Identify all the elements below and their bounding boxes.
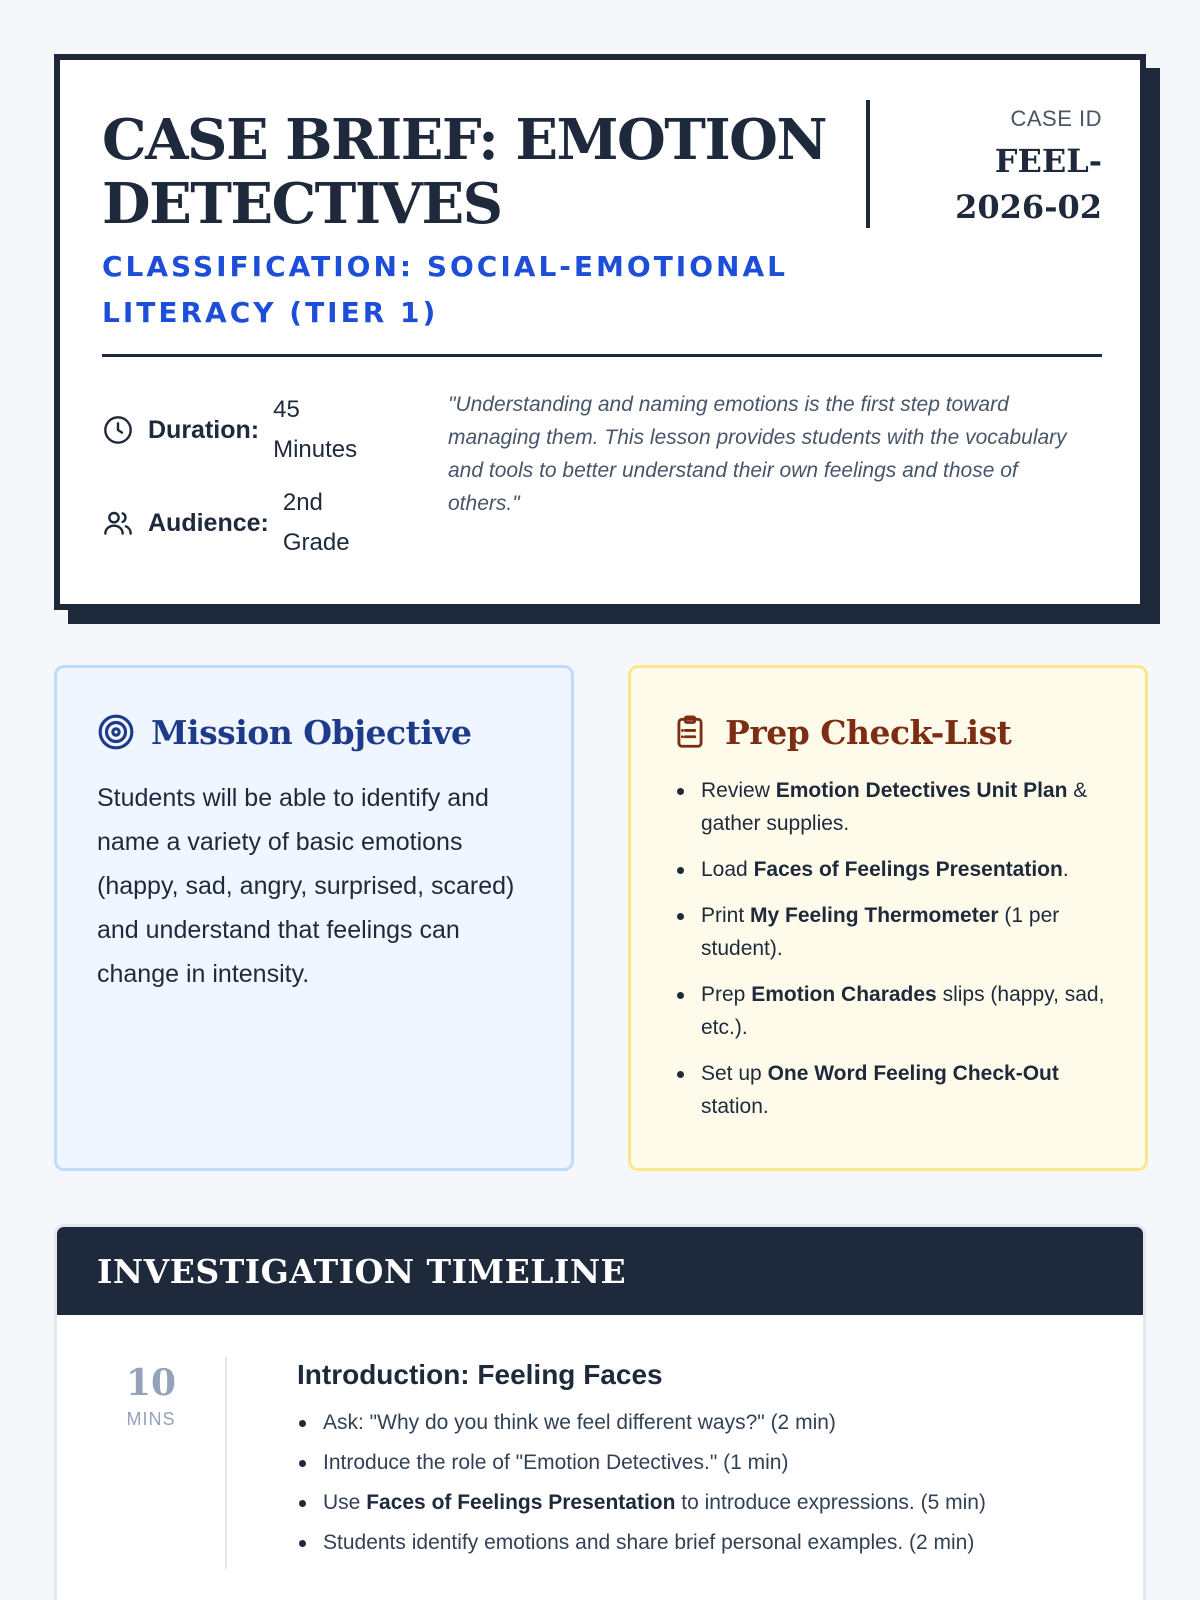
prep-item: Prep Emotion Charades slips (happy, sad, etc.). <box>671 978 1121 1044</box>
case-id-block <box>866 100 1102 228</box>
clock-icon <box>102 413 136 447</box>
case-quote: "Understanding and naming emotions is the first step toward managing them. This lesson provides students with the vocabulary and tools to better understand their own feelings and those of others." <box>448 393 1067 515</box>
mission-objective-card <box>54 665 574 1171</box>
mission-header <box>97 712 472 752</box>
step-item: Use Faces of Feelings Presentation to introduce expressions. (5 min) <box>297 1483 1097 1523</box>
step-title: Introduction: Feeling Faces <box>297 1359 663 1390</box>
step-item: Ask: "Why do you think we feel different ways?" (2 min) <box>297 1403 1097 1443</box>
step-body <box>297 1357 1097 1563</box>
step-duration <box>97 1357 227 1569</box>
case-id-label: CASE ID <box>1010 106 1102 131</box>
case-divider <box>102 354 1102 357</box>
prep-title: Prep Check-List <box>725 712 1012 752</box>
prep-item: Load Faces of Feelings Presentation. <box>671 853 1121 886</box>
step-item: Introduce the role of "Emotion Detectives." (1 min) <box>297 1443 1097 1483</box>
step-list <box>297 1403 1097 1563</box>
timeline-header <box>57 1227 1143 1315</box>
case-brief-card <box>54 54 1146 610</box>
step-item: Students identify emotions and share brief personal examples. (2 min) <box>297 1523 1097 1563</box>
mission-text: Students will be able to identify and name a variety of basic emotions (happy, sad, angry, surprised, scared) and understand that feelings can change in intensity. <box>97 784 515 988</box>
audience-row <box>102 483 383 563</box>
page-title: CASE BRIEF: EMOTION DETECTIVES <box>102 107 827 237</box>
prep-item: Print My Feeling Thermometer (1 per student). <box>671 899 1121 965</box>
prep-item: Review Emotion Detectives Unit Plan & gather supplies. <box>671 774 1121 840</box>
mission-title: Mission Objective <box>151 712 472 752</box>
prep-list <box>671 774 1121 1136</box>
prep-header <box>671 712 1011 752</box>
audience-value: 2nd Grade <box>282 489 350 556</box>
duration-label: Duration: <box>148 415 260 444</box>
step-minutes-unit: MINS <box>126 1409 176 1429</box>
step-minutes: 10 <box>125 1362 177 1404</box>
investigation-timeline <box>54 1224 1146 1600</box>
case-id-value: FEEL-2026-02 <box>955 142 1102 226</box>
clipboard-list-icon <box>671 712 711 752</box>
duration-value: 45 Minutes <box>273 396 358 463</box>
prep-checklist-card <box>628 665 1148 1171</box>
target-icon <box>97 712 137 752</box>
users-icon <box>102 506 136 540</box>
duration-row <box>102 390 373 470</box>
case-classification: CLASSIFICATION: SOCIAL-EMOTIONAL LITERACY (TIER 1) <box>102 250 788 329</box>
audience-label: Audience: <box>148 508 269 537</box>
timeline-title: INVESTIGATION TIMELINE <box>97 1251 627 1291</box>
prep-item: Set up One Word Feeling Check-Out station. <box>671 1057 1121 1123</box>
